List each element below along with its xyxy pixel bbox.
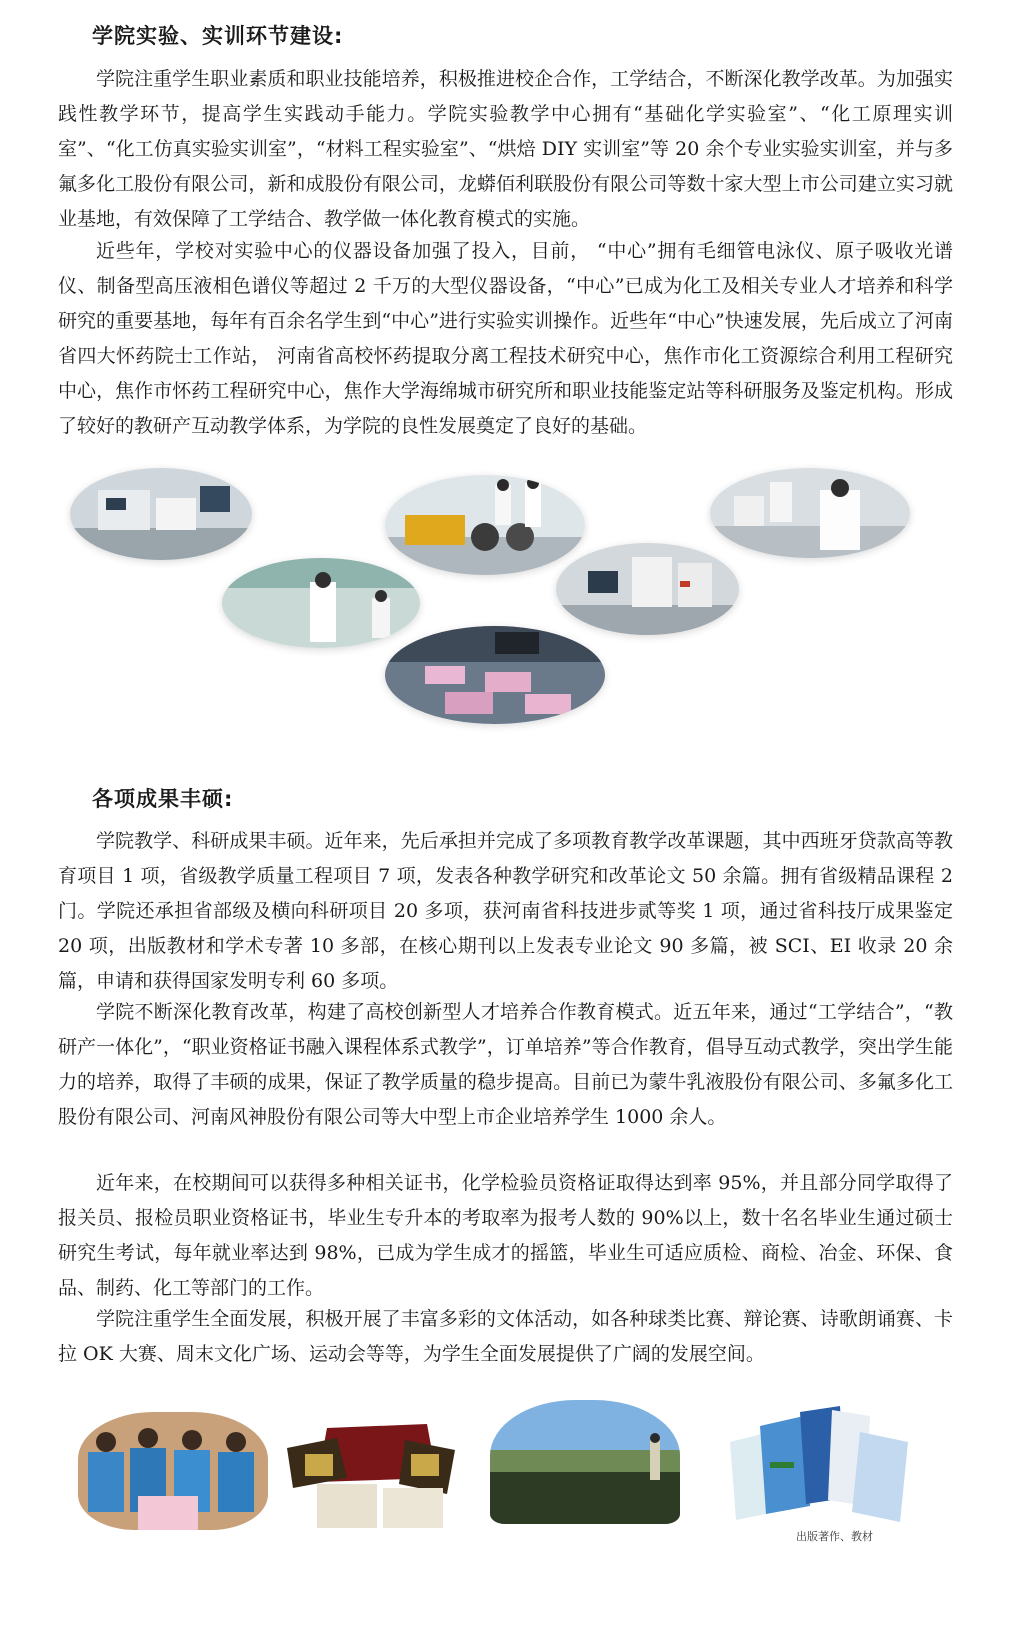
paragraph-labs-2: 近些年，学校对实验中心的仪器设备加强了投入，目前， “中心”拥有毛细管电泳仪、原子吸收光谱仪、制备型高压液相色谱仪等超过 2 千万的大型仪器设备，“中心”已成为化工及相关专业人才培养和科学研究的重要基地，每年有百余名学生到“中心”进行实验实训操作。近些年“中心”快速发展，先后成立了河南省四大怀药院士工作站， 河南省高校怀药提取分离工程技术研究中心，焦作市化工资源综合利用工程研究中心，焦作市怀药工程研究中心，焦作大学海绵城市研究所和职业技能鉴定站等科研服务及鉴定机构。形成了较好的教研产互动教学体系，为学院的良性发展奠定了良好的基础。 [58,240,953,437]
books-caption: 出版著作、教材 [796,1530,873,1543]
paragraph-achievements-2: 学院不断深化教育改革，构建了高校创新型人才培养合作教育模式。近五年来，通过“工学结合”，“教研产一体化”，“职业资格证书融入课程体系式教学”，订单培养”等合作教育，倡导互动式教学，突出学生能力的培养，取得了丰硕的成果，保证了教学质量的稳步提高。目前已为蒙牛乳液股份有限公司、多氟多化工股份有限公司、河南风神股份有限公司等大中型上市企业培养学生 1000 余人。 [58,1001,953,1128]
lab-hplc-photo [556,543,739,635]
paragraph-achievements-1: 学院教学、科研成果丰硕。近年来，先后承担并完成了多项教育教学改革课题，其中西班牙贷款高等教育项目 1 项，省级教学质量工程项目 7 项，发表各种教学研究和改革论文 50 余篇。拥有省级精品课程 2 门。学院还承担省部级及横向科研项目 20 多项，获河南省科技进步贰等奖 1 项，通过省科技厅成果鉴定 20 项，出版教材和学术专著 10 多部，在核心期刊以上发表专业论文 90 多篇，被 SCI、EI 收录 20 余篇，申请和获得国家发明专利 60 多项。 [58,830,953,992]
lab-instrument-photo [70,468,252,560]
lab-fume-hood-photo [222,558,420,648]
paragraph-achievements-4: 学院注重学生全面发展，积极开展了丰富多彩的文体活动，如各种球类比赛、辩论赛、诗歌朗诵赛、卡拉 OK 大赛、周末文化广场、运动会等等，为学生全面发展提供了广阔的发展空间。 [58,1308,953,1365]
dance-performance-photo [78,1412,268,1530]
lab-classroom-photo [385,626,605,724]
paragraph-labs-1: 学院注重学生职业素质和职业技能培养，积极推进校企合作，工学结合，不断深化教学改革。为加强实践性教学环节，提高学生实践动手能力。学院实验教学中心拥有“基础化学实验室”、“化工原理实训室”、“化工仿真实验实训室”，“材料工程实验室”、“烘焙 DIY 实训室”等 20 余个专业实验实训室，并与多氟多化工股份有限公司，新和成股份有限公司，龙蟒佰利联股份有限公司等数十家大型上市公司建立实习就业基地，有效保障了工学结合、教学做一体化教育模式的实施。 [58,68,953,230]
section-heading-achievements: 各项成果丰硕: [92,787,234,811]
awards-certificates-photo [287,1418,457,1530]
lab-student-bench-photo [710,468,910,558]
lab-students-machinery-photo [385,475,585,575]
paragraph-achievements-3: 近年来，在校期间可以获得多种相关证书，化学检验员资格证取得达到率 95%，并且部分同学取得了报关员、报检员职业资格证书，毕业生专升本的考取率为报考人数的 90%以上，数十名名毕业生通过硕士研究生考试，每年就业率达到 98%，已成为学生成才的摇篮，毕业生可适应质检、商检、冶金、环保、食品、制药、化工等部门的工作。 [58,1172,953,1299]
section-heading-labs: 学院实验、实训环节建设: [92,24,344,48]
military-training-photo [490,1400,680,1524]
published-books-photo [720,1402,920,1530]
